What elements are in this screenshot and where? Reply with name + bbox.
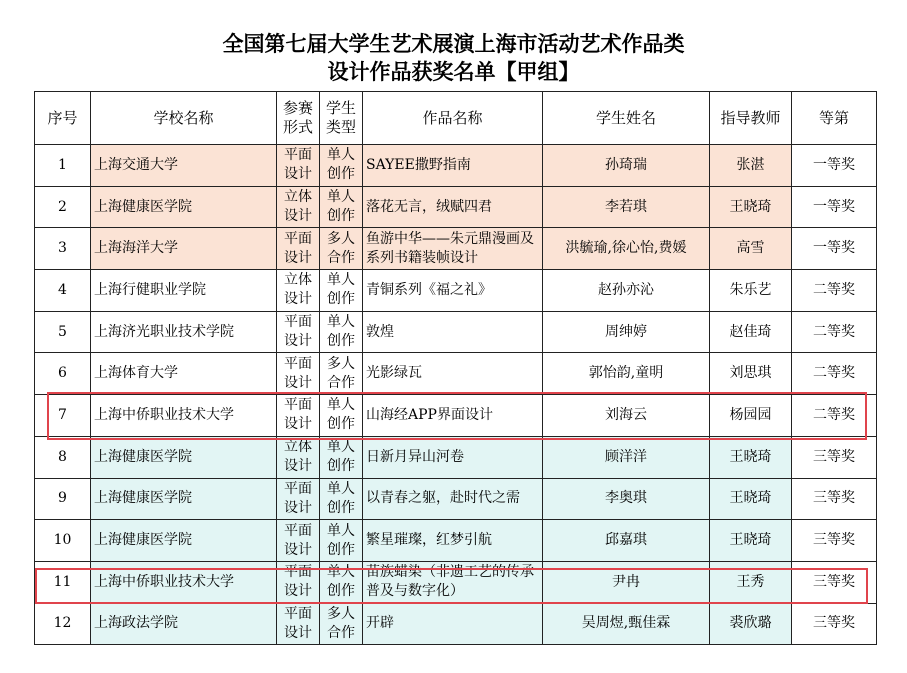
- table-row: [35, 561, 877, 603]
- cell-format: [277, 478, 320, 520]
- cell-format-line2: 设计: [284, 208, 312, 225]
- table-header-row: [35, 92, 877, 145]
- cell-type-line2: 合作: [327, 249, 355, 266]
- header-student: 学生姓名: [543, 92, 710, 145]
- cell-school: 上海健康医学院: [91, 520, 277, 562]
- cell-teacher: 刘思琪: [710, 353, 792, 395]
- cell-school: 上海海洋大学: [91, 228, 277, 270]
- cell-work: 敦煌: [363, 311, 543, 353]
- cell-type-line1: 单人: [327, 147, 355, 164]
- table-row: [35, 436, 877, 478]
- cell-grade: 一等奖: [792, 186, 877, 228]
- cell-student: 郭怡韵,童明: [543, 353, 710, 395]
- cell-type: [320, 561, 363, 603]
- cell-teacher: 裘欣璐: [710, 603, 792, 645]
- cell-format-line2: 设计: [284, 499, 312, 516]
- cell-type-line2: 创作: [327, 541, 355, 558]
- cell-school: 上海中侨职业技术大学: [91, 561, 277, 603]
- cell-work: 落花无言，绒赋四君: [363, 186, 543, 228]
- cell-type-line1: 单人: [327, 564, 355, 581]
- cell-no: 8: [35, 436, 91, 478]
- cell-type-line2: 创作: [327, 499, 355, 516]
- cell-format-line1: 平面: [284, 355, 312, 372]
- cell-student: 刘海云: [543, 395, 710, 437]
- document-title-line2: 设计作品获奖名单【甲组】: [327, 60, 580, 84]
- cell-type-line2: 创作: [327, 416, 355, 433]
- header-format: [277, 92, 320, 145]
- table-row: [35, 270, 877, 312]
- cell-work: 繁星璀璨，红梦引航: [363, 520, 543, 562]
- cell-type-line1: 多人: [327, 230, 355, 247]
- cell-grade: 一等奖: [792, 228, 877, 270]
- cell-format: [277, 186, 320, 228]
- cell-format: [277, 561, 320, 603]
- cell-grade: 二等奖: [792, 395, 877, 437]
- cell-school: 上海体育大学: [91, 353, 277, 395]
- cell-format-line2: 设计: [284, 458, 312, 475]
- cell-type: [320, 311, 363, 353]
- cell-no: 1: [35, 145, 91, 187]
- cell-type: [320, 186, 363, 228]
- cell-school: 上海健康医学院: [91, 478, 277, 520]
- header-grade: 等第: [792, 92, 877, 145]
- cell-type-line2: 创作: [327, 166, 355, 183]
- cell-work: SAYEE撒野指南: [363, 145, 543, 187]
- cell-format-line1: 立体: [284, 439, 312, 456]
- cell-no: 6: [35, 353, 91, 395]
- cell-format-line2: 设计: [284, 583, 312, 600]
- cell-type-line1: 多人: [327, 355, 355, 372]
- cell-type-line2: 创作: [327, 458, 355, 475]
- cell-format-line1: 平面: [284, 480, 312, 497]
- cell-work: 苗族蜡染（非遗工艺的传承普及与数字化）: [363, 561, 543, 603]
- cell-type: [320, 478, 363, 520]
- cell-work: 光影绿瓦: [363, 353, 543, 395]
- cell-format-line2: 设计: [284, 166, 312, 183]
- cell-format: [277, 395, 320, 437]
- cell-format: [277, 436, 320, 478]
- cell-work: 青铜系列《福之礼》: [363, 270, 543, 312]
- cell-teacher: 杨园园: [710, 395, 792, 437]
- cell-school: 上海政法学院: [91, 603, 277, 645]
- header-work: 作品名称: [363, 92, 543, 145]
- cell-format: [277, 228, 320, 270]
- table-row: [35, 145, 877, 187]
- cell-teacher: 王晓琦: [710, 186, 792, 228]
- cell-format-line1: 平面: [284, 564, 312, 581]
- header-no: 序号: [35, 92, 91, 145]
- cell-format: [277, 353, 320, 395]
- cell-format-line1: 立体: [284, 189, 312, 206]
- cell-work: 鱼游中华——朱元鼎漫画及系列书籍装帧设计: [363, 228, 543, 270]
- cell-school: 上海行健职业学院: [91, 270, 277, 312]
- cell-no: 3: [35, 228, 91, 270]
- cell-no: 12: [35, 603, 91, 645]
- cell-teacher: 张湛: [710, 145, 792, 187]
- cell-work: 以青春之躯，赴时代之需: [363, 478, 543, 520]
- header-teacher: 指导教师: [710, 92, 792, 145]
- cell-student: 李奥琪: [543, 478, 710, 520]
- cell-student: 邱嘉琪: [543, 520, 710, 562]
- cell-student: 赵孙亦沁: [543, 270, 710, 312]
- cell-format-line2: 设计: [284, 374, 312, 391]
- table-body: [35, 145, 877, 645]
- cell-format: [277, 520, 320, 562]
- cell-format-line2: 设计: [284, 624, 312, 641]
- cell-teacher: 王晓琦: [710, 520, 792, 562]
- cell-type-line2: 创作: [327, 583, 355, 600]
- table-row: [35, 228, 877, 270]
- cell-grade: 三等奖: [792, 436, 877, 478]
- cell-type: [320, 520, 363, 562]
- cell-no: 7: [35, 395, 91, 437]
- cell-format-line2: 设计: [284, 416, 312, 433]
- header-format-line2: 形式: [282, 118, 313, 136]
- cell-no: 5: [35, 311, 91, 353]
- table-row: [35, 311, 877, 353]
- cell-type-line1: 单人: [327, 397, 355, 414]
- cell-type-line1: 单人: [327, 480, 355, 497]
- cell-no: 10: [35, 520, 91, 562]
- cell-student: 周绅婷: [543, 311, 710, 353]
- cell-type-line2: 创作: [327, 291, 355, 308]
- cell-type: [320, 145, 363, 187]
- cell-work: 山海经APP界面设计: [363, 395, 543, 437]
- cell-type-line1: 单人: [327, 314, 355, 331]
- cell-student: 顾洋洋: [543, 436, 710, 478]
- cell-grade: 二等奖: [792, 270, 877, 312]
- cell-no: 4: [35, 270, 91, 312]
- cell-type: [320, 270, 363, 312]
- cell-teacher: 王晓琦: [710, 478, 792, 520]
- cell-no: 9: [35, 478, 91, 520]
- cell-type-line2: 合作: [327, 624, 355, 641]
- cell-grade: 三等奖: [792, 520, 877, 562]
- cell-format: [277, 145, 320, 187]
- cell-type-line2: 合作: [327, 374, 355, 391]
- cell-no: 11: [35, 561, 91, 603]
- table-row: [35, 353, 877, 395]
- table-row: [35, 603, 877, 645]
- table-row: [35, 478, 877, 520]
- cell-work: 日新月异山河卷: [363, 436, 543, 478]
- cell-teacher: 王晓琦: [710, 436, 792, 478]
- header-school: 学校名称: [91, 92, 277, 145]
- table-row: [35, 395, 877, 437]
- cell-type: [320, 603, 363, 645]
- cell-student: 李若琪: [543, 186, 710, 228]
- cell-type-line2: 创作: [327, 208, 355, 225]
- cell-teacher: 朱乐艺: [710, 270, 792, 312]
- cell-type-line2: 创作: [327, 333, 355, 350]
- cell-grade: 二等奖: [792, 311, 877, 353]
- cell-grade: 三等奖: [792, 478, 877, 520]
- cell-grade: 二等奖: [792, 353, 877, 395]
- cell-school: 上海健康医学院: [91, 186, 277, 228]
- cell-teacher: 赵佳琦: [710, 311, 792, 353]
- cell-type-line1: 单人: [327, 522, 355, 539]
- cell-format-line1: 平面: [284, 147, 312, 164]
- cell-format-line1: 平面: [284, 397, 312, 414]
- cell-student: 孙琦瑞: [543, 145, 710, 187]
- cell-type: [320, 436, 363, 478]
- table-row: [35, 520, 877, 562]
- cell-format-line1: 平面: [284, 522, 312, 539]
- header-type-line1: 学生: [325, 99, 356, 117]
- header-type-line2: 类型: [325, 118, 356, 136]
- cell-no: 2: [35, 186, 91, 228]
- cell-format-line2: 设计: [284, 291, 312, 308]
- cell-type: [320, 395, 363, 437]
- cell-format: [277, 270, 320, 312]
- cell-format: [277, 603, 320, 645]
- header-type: [320, 92, 363, 145]
- cell-format-line2: 设计: [284, 333, 312, 350]
- cell-type: [320, 228, 363, 270]
- cell-type-line1: 多人: [327, 605, 355, 622]
- cell-school: 上海交通大学: [91, 145, 277, 187]
- cell-teacher: 高雪: [710, 228, 792, 270]
- cell-type: [320, 353, 363, 395]
- cell-type-line1: 单人: [327, 272, 355, 289]
- cell-school: 上海济光职业技术学院: [91, 311, 277, 353]
- cell-grade: 三等奖: [792, 603, 877, 645]
- cell-format-line1: 平面: [284, 605, 312, 622]
- cell-school: 上海中侨职业技术大学: [91, 395, 277, 437]
- cell-teacher: 王秀: [710, 561, 792, 603]
- cell-type-line1: 单人: [327, 439, 355, 456]
- cell-student: 洪毓瑜,徐心怡,费媛: [543, 228, 710, 270]
- cell-student: 吴周煜,甄佳霖: [543, 603, 710, 645]
- cell-format-line1: 平面: [284, 230, 312, 247]
- cell-format-line1: 立体: [284, 272, 312, 289]
- cell-work: 开辟: [363, 603, 543, 645]
- cell-format-line2: 设计: [284, 249, 312, 266]
- cell-type-line1: 单人: [327, 189, 355, 206]
- cell-grade: 一等奖: [792, 145, 877, 187]
- table-row: [35, 186, 877, 228]
- cell-grade: 三等奖: [792, 561, 877, 603]
- cell-school: 上海健康医学院: [91, 436, 277, 478]
- header-format-line1: 参赛: [282, 99, 313, 117]
- cell-format-line2: 设计: [284, 541, 312, 558]
- cell-student: 尹冉: [543, 561, 710, 603]
- cell-format-line1: 平面: [284, 314, 312, 331]
- cell-format: [277, 311, 320, 353]
- awards-table: [34, 91, 877, 645]
- document-title-line1: 全国第七届大学生艺术展演上海市活动艺术作品类: [222, 32, 685, 56]
